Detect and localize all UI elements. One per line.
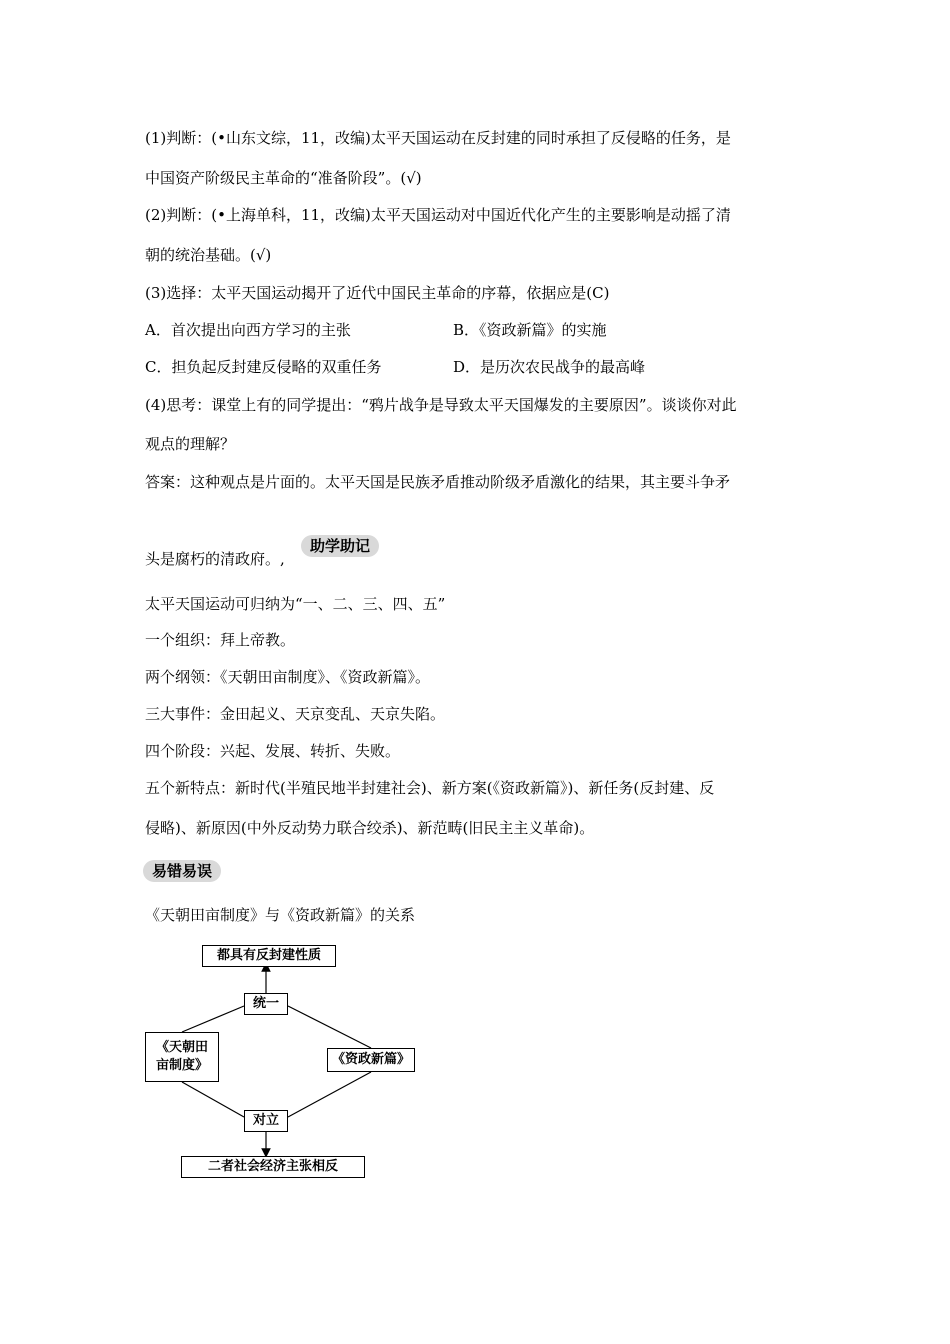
diagram-right-box [327,1048,415,1072]
diagram-top-box [202,945,336,967]
diagram-oppose-box [244,1110,288,1132]
q1-line-2: 中国资产阶级民主革命的“准备阶段”。(√) [145,169,422,187]
memo-item-5-line-2: 侵略)、新原因(中外反动势力联合绞杀)、新范畴(旧民主主义革命)。 [145,819,595,837]
diagram-left-label-2: 亩制度》 [155,1058,208,1073]
memo-item-2: 两个纲领：《天朝田亩制度》、《资政新篇》。 [145,668,431,686]
q3-option-c: C．担负起反封建反侵略的双重任务 [145,358,382,376]
q4-line-2: 观点的理解？ [145,435,236,453]
line-unify-left [182,1006,244,1032]
diagram-left-label-1: 《天朝田 [155,1040,208,1055]
q3-stem: (3)选择：太平天国运动揭开了近代中国民主革命的序幕，依据应是(C) [145,284,610,302]
diagram-left-box [145,1032,219,1082]
diagram-right-label: 《资政新篇》 [331,1052,410,1067]
diagram-unify-box [244,993,288,1015]
line-left-oppose [182,1082,244,1117]
q4-line-1: (4)思考：课堂上有的同学提出：“鸦片战争是导致太平天国爆发的主要原因”。谈谈你对此 [145,396,737,414]
q4-answer-line-2: 头是腐朽的清政府。, [145,550,285,568]
q2-line-2: 朝的统治基础。(√) [145,246,272,264]
errors-caption: 《天朝田亩制度》与《资政新篇》的关系 [145,906,416,924]
memo-item-4: 四个阶段：兴起、发展、转折、失败。 [145,742,401,760]
line-unify-right [288,1006,371,1048]
diagram-oppose-label: 对立 [252,1113,279,1128]
q3-option-a: A．首次提出向西方学习的主张 [145,321,351,339]
q1-line-1: (1)判断：(•山东文综，11，改编)太平天国运动在反封建的同时承担了反侵略的任务，是 [145,129,731,147]
q4-answer-line-1: 答案：这种观点是片面的。太平天国是民族矛盾推动阶级矛盾激化的结果，其主要斗争矛 [145,473,731,491]
line-right-oppose [288,1072,371,1117]
memo-item-5-line-1: 五个新特点：新时代(半殖民地半封建社会)、新方案(《资政新篇》)、新任务(反封建、反 [145,779,715,797]
diagram-top-label: 都具有反封建性质 [216,948,321,963]
diagram-bottom-box [181,1156,365,1178]
memo-item-3: 三大事件：金田起义、天京变乱、天京失陷。 [145,705,446,723]
q3-option-d: D．是历次农民战争的最高峰 [453,358,646,376]
q3-option-b: B．《资政新篇》的实施 [453,321,607,339]
errors-badge: 易错易误 [143,860,221,882]
memo-item-1: 一个组织：拜上帝教。 [145,631,296,649]
diagram-unify-label: 统一 [252,996,279,1011]
diagram-bottom-label: 二者社会经济主张相反 [207,1159,338,1174]
memo-badge: 助学助记 [301,535,379,557]
q2-line-1: (2)判断：(•上海单科，11，改编)太平天国运动对中国近代化产生的主要影响是动摇了清 [145,206,731,224]
memo-intro: 太平天国运动可归纳为“一、二、三、四、五” [145,595,446,613]
